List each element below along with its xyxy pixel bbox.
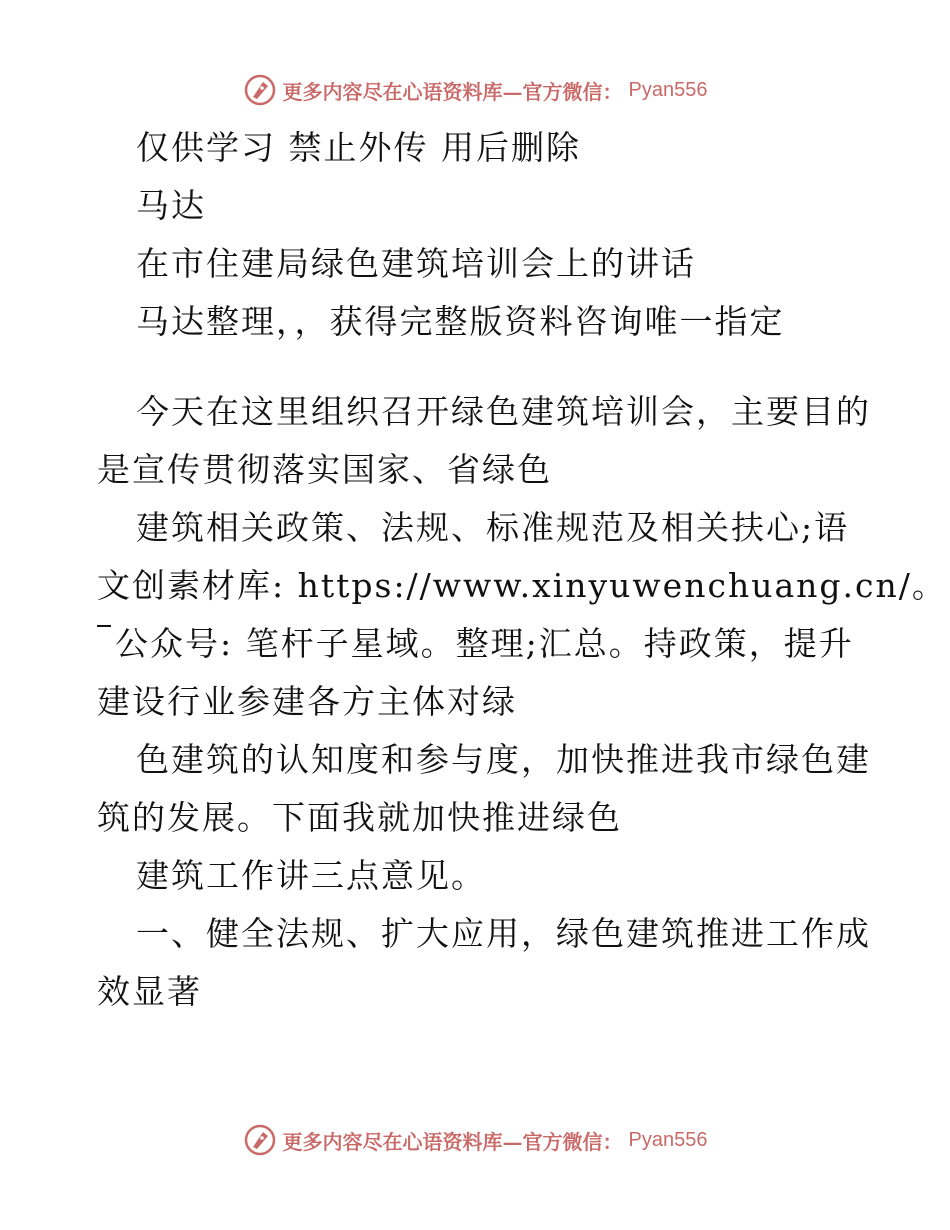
body-line: 色建筑的认知度和参与度，加快推进我市绿色建 xyxy=(136,740,871,779)
watermark-contact: Pyan556 xyxy=(628,1128,708,1151)
body-line: 是宣传贯彻落实国家、省绿色 xyxy=(97,450,552,489)
pen-nib-logo-icon xyxy=(243,73,277,107)
watermark-footer xyxy=(0,1120,950,1160)
watermark-text: 更多内容尽在心语资料库—官方微信： xyxy=(282,1129,623,1154)
body-line: 建设行业参建各方主体对绿 xyxy=(97,682,517,721)
body-line-url: 文创素材库: https://www.xinyuwenchuang.cn/。 xyxy=(97,566,947,605)
body-line: 筑的发展。下面我就加快推进绿色 xyxy=(97,798,622,837)
source-line: 马达整理，，获得完整版资料咨询唯一指定 xyxy=(136,302,785,341)
pen-nib-logo-icon xyxy=(243,1123,277,1157)
body-line: 建筑工作讲三点意见。 xyxy=(136,856,486,895)
body-line: 建筑相关政策、法规、标准规范及相关扶心;语 xyxy=(136,508,850,547)
section-heading-cont: 效显著 xyxy=(97,972,202,1011)
body-line: 公众号: 笔杆子星域。整理;汇总。持政策，提升 xyxy=(115,624,854,663)
speech-title: 在市住建局绿色建筑培训会上的讲话 xyxy=(136,244,696,283)
section-heading: 一、健全法规、扩大应用，绿色建筑推进工作成 xyxy=(136,914,871,953)
watermark-text: 更多内容尽在心语资料库—官方微信： xyxy=(282,79,623,104)
body-line: 今天在这里组织召开绿色建筑培训会，主要目的 xyxy=(136,392,871,431)
watermark-contact: Pyan556 xyxy=(628,78,708,101)
overline-mark xyxy=(97,625,111,627)
notice-line: 仅供学习 禁止外传 用后删除 xyxy=(136,128,581,167)
author-line: 马达 xyxy=(136,186,206,225)
watermark-header xyxy=(0,70,950,110)
